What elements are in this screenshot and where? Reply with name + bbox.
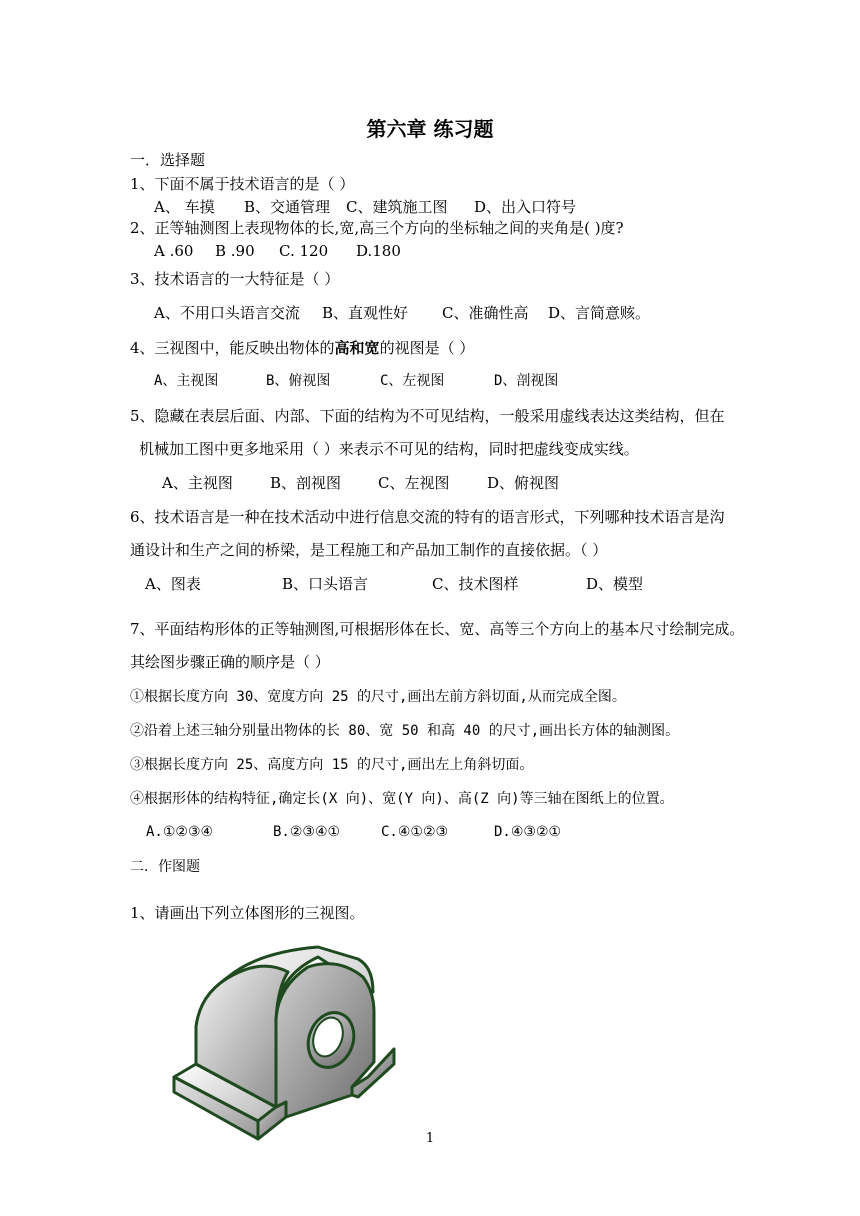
q4-option-a: A、主视图 (154, 373, 219, 389)
q5-option-a: A、主视图 (162, 474, 233, 492)
q7-step-3: ③根据长度方向 25、高度方向 15 的尺寸,画出左上角斜切面。 (130, 757, 534, 773)
page-title: 第六章 练习题 (366, 117, 494, 141)
page-number: 1 (425, 1131, 435, 1146)
q4-emphasis: 高和宽 (334, 339, 380, 357)
q1-option-b: B、交通管理 (244, 198, 331, 216)
q7-step-4: ④根据形体的结构特征,确定长(X 向)、宽(Y 向)、高(Z 向)等三轴在图纸上的位置。 (130, 791, 674, 807)
q1-option-d: D、出入口符号 (474, 198, 577, 216)
q6-option-c: C、技术图样 (432, 575, 519, 593)
q5-option-d: D、俯视图 (487, 474, 560, 492)
q7-step-1: ①根据长度方向 30、宽度方向 25 的尺寸,画出左前方斜切面,从而完成全图。 (130, 689, 626, 705)
q6-option-b: B、口头语言 (282, 575, 369, 593)
question-7-line-1: 7、平面结构形体的正等轴测图,可根据形体在长、宽、高等三个方向上的基本尺寸绘制完成。 (130, 620, 745, 638)
q6-option-a: A、图表 (145, 575, 201, 593)
q7-option-c: C.④①②③ (381, 824, 449, 840)
q6-option-d: D、模型 (586, 575, 644, 593)
q4-option-d: D、剖视图 (494, 373, 559, 389)
question-4: 4、三视图中，能反映出物体的高和宽的视图是（ ） (130, 339, 475, 357)
question-5-line-2: 机械加工图中更多地采用（ ）来表示不可见的结构，同时把虚线变成实线。 (139, 440, 639, 458)
question-2: 2、正等轴测图上表现物体的长,宽,高三个方向的坐标轴之间的夹角是( )度? (130, 219, 624, 237)
q5-option-c: C、左视图 (378, 474, 450, 492)
q2-option-a: A .60 (154, 242, 194, 260)
q4-option-c: C、左视图 (380, 373, 445, 389)
q2-option-c: C. 120 (279, 242, 329, 260)
q3-option-b: B、直观性好 (322, 304, 409, 322)
q2-option-d: D.180 (356, 242, 401, 260)
q7-step-2: ②沿着上述三轴分别量出物体的长 80、宽 50 和高 40 的尺寸,画出长方体的轴测图。 (130, 723, 680, 739)
q7-option-d: D.④③②① (494, 824, 562, 840)
question-3: 3、技术语言的一大特征是（ ） (130, 270, 340, 288)
q4-option-b: B、俯视图 (266, 373, 331, 389)
q1-option-c: C、建筑施工图 (346, 198, 448, 216)
drawing-question-1: 1、请画出下列立体图形的三视图。 (130, 904, 365, 922)
question-6-line-2: 通设计和生产之间的桥梁，是工程施工和产品加工制作的直接依据。（ ） (130, 541, 608, 559)
question-6-line-1: 6、技术语言是一种在技术活动中进行信息交流的特有的语言形式，下列哪种技术语言是沟 (130, 508, 725, 526)
q5-option-b: B、剖视图 (270, 474, 342, 492)
q3-option-c: C、准确性高 (442, 304, 529, 322)
q2-option-b: B .90 (215, 242, 255, 260)
section-choice-heading: 一．选择题 (130, 151, 206, 169)
question-1: 1、下面不属于技术语言的是（ ） (130, 175, 355, 193)
section-drawing-heading: 二．作图题 (130, 859, 200, 875)
q1-option-a: A、 车摸 (154, 198, 215, 216)
question-5-line-1: 5、隐藏在表层后面、内部、下面的结构为不可见结构，一般采用虚线表达这类结构，但在 (130, 407, 725, 425)
question-7-line-2: 其绘图步骤正确的顺序是（ ） (130, 653, 330, 671)
q3-option-a: A、不用口头语言交流 (154, 304, 300, 322)
q7-option-a: A.①②③④ (146, 824, 214, 840)
q7-option-b: B.②③④① (273, 824, 341, 840)
isometric-part-figure (168, 937, 400, 1147)
q3-option-d: D、言简意赅。 (548, 304, 651, 322)
